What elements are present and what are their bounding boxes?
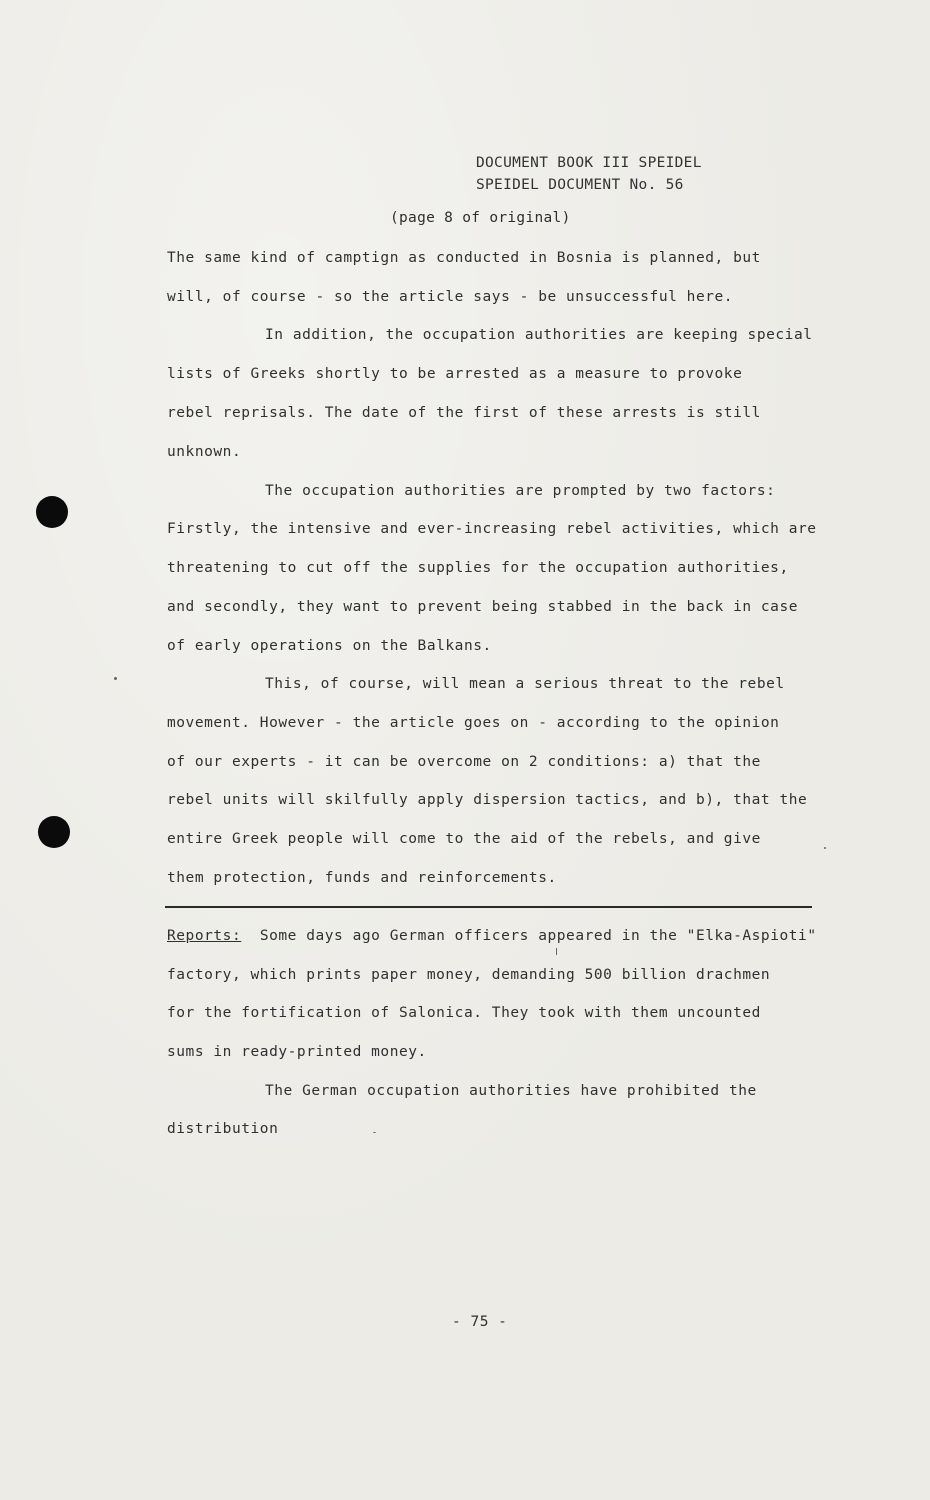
document-header	[476, 152, 702, 196]
body-line: lists of Greeks shortly to be arrested as a measure to provoke	[167, 366, 743, 382]
reports-first-line	[167, 928, 817, 944]
body-line: movement. However - the article goes on - according to the opinion	[167, 715, 780, 731]
body-line: entire Greek people will come to the aid of the rebels, and give	[167, 831, 761, 847]
punch-hole-bottom	[38, 816, 70, 848]
scan-speck	[373, 1132, 376, 1133]
page-number: - 75 -	[452, 1314, 508, 1330]
closing-line: The German occupation authorities have prohibited the	[265, 1083, 757, 1099]
body-line: them protection, funds and reinforcements.	[167, 870, 557, 886]
body-line: The occupation authorities are prompted by two factors:	[265, 483, 776, 499]
header-line-1: DOCUMENT BOOK III SPEIDEL	[476, 155, 702, 171]
body-line: and secondly, they want to prevent being stabbed in the back in case	[167, 599, 799, 615]
header-line-2: SPEIDEL DOCUMENT No. 56	[476, 177, 684, 193]
body-line: The same kind of camptign as conducted in Bosnia is planned, but	[167, 250, 761, 266]
body-line: This, of course, will mean a serious threat to the rebel	[265, 676, 785, 692]
body-line: rebel units will skilfully apply dispersion tactics, and b), that the	[167, 792, 808, 808]
scan-speck	[556, 948, 557, 955]
body-line: threatening to cut off the supplies for the occupation authorities,	[167, 560, 789, 576]
body-line: unknown.	[167, 444, 242, 460]
section-divider	[165, 906, 812, 908]
body-line: In addition, the occupation authorities are keeping special	[265, 327, 813, 343]
reports-first-line-text: Some days ago German officers appeared in the "Elka-Aspioti"	[259, 928, 817, 944]
scan-speck	[824, 847, 826, 849]
reports-line: sums in ready-printed money.	[167, 1044, 427, 1060]
body-line: will, of course - so the article says - be unsuccessful here.	[167, 289, 734, 305]
original-page-reference: (page 8 of original)	[390, 210, 571, 226]
body-line: of our experts - it can be overcome on 2 conditions: a) that the	[167, 754, 761, 770]
reports-label: Reports:	[167, 928, 242, 944]
scan-speck	[114, 677, 117, 680]
closing-line: distribution	[167, 1121, 279, 1137]
reports-line: for the fortification of Salonica. They took with them uncounted	[167, 1005, 761, 1021]
body-line: Firstly, the intensive and ever-increasing rebel activities, which are	[167, 521, 817, 537]
punch-hole-top	[36, 496, 68, 528]
body-line: rebel reprisals. The date of the first of these arrests is still	[167, 405, 761, 421]
reports-line: factory, which prints paper money, demanding 500 billion drachmen	[167, 967, 771, 983]
body-line: of early operations on the Balkans.	[167, 638, 492, 654]
